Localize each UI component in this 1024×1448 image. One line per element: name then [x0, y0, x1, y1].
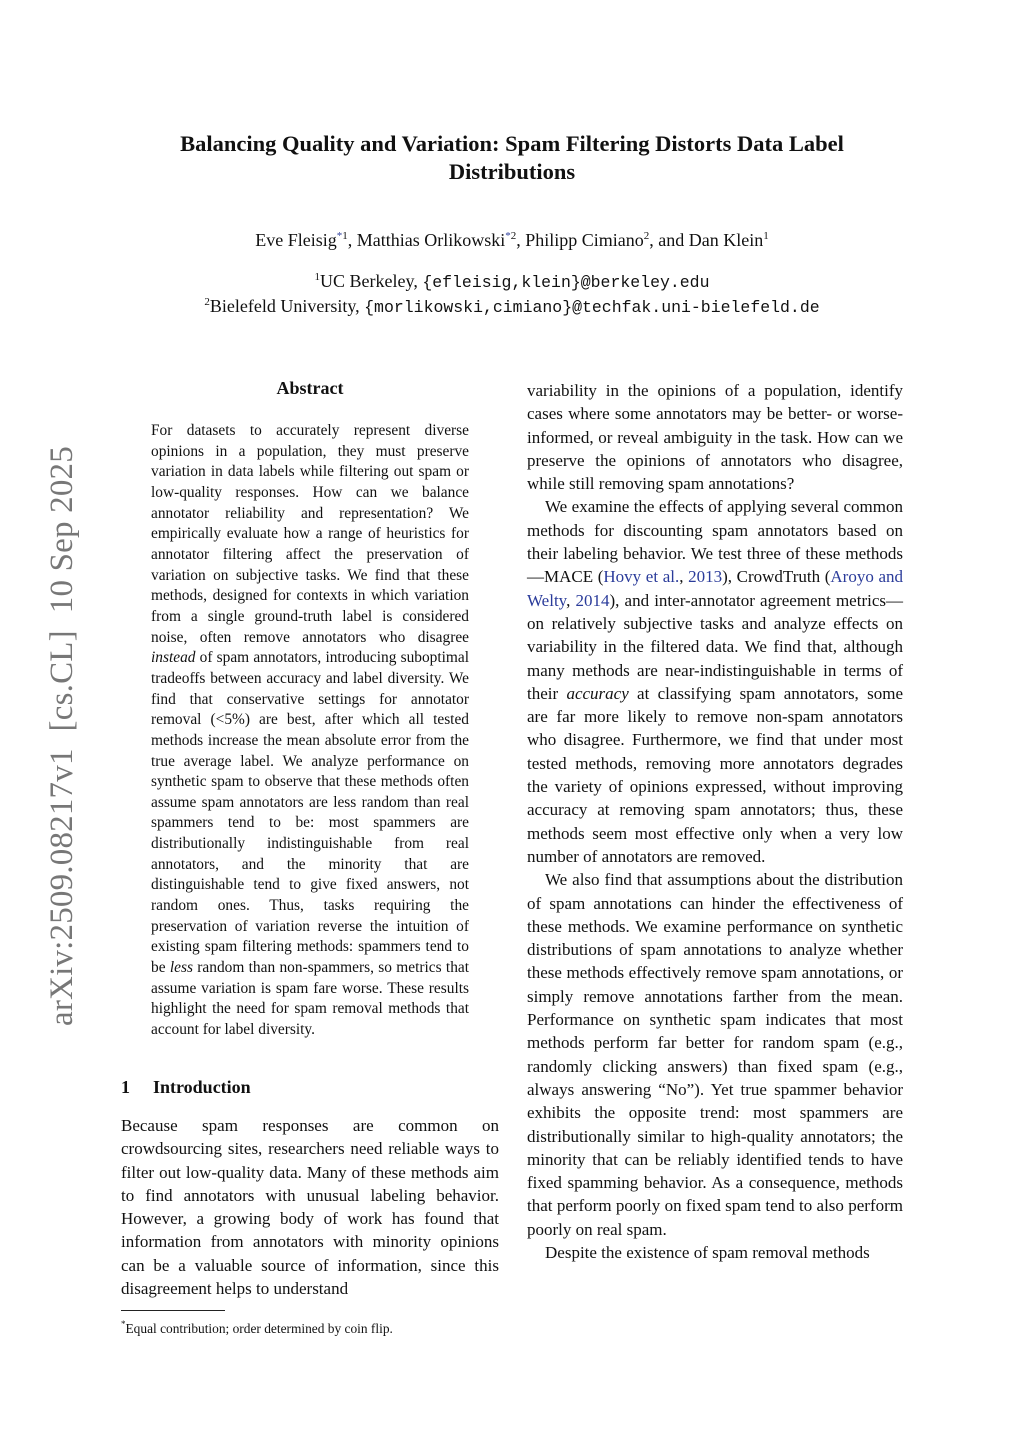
- footnote-rule: [121, 1310, 225, 1311]
- affiliation-number: 1: [342, 230, 348, 242]
- arxiv-identifier: arXiv:2509.08217v1 [cs.CL] 10 Sep 2025: [44, 446, 80, 1026]
- affiliation-email: {morlikowski,cimiano}@techfak.uni-bielefeld.de: [364, 298, 820, 317]
- abstract-heading: Abstract: [276, 378, 344, 398]
- section-title: Introduction: [153, 1077, 251, 1097]
- affiliation-number: 2: [510, 230, 517, 242]
- affiliation-name: UC Berkeley,: [320, 271, 423, 291]
- author-name: Philipp Cimiano: [525, 230, 644, 250]
- right-column: [527, 379, 903, 1264]
- author-name: Eve Fleisig: [255, 230, 337, 250]
- body-paragraph: Despite the existence of spam removal methods: [545, 1242, 870, 1262]
- intro-paragraph: Because spam responses are common on crowdsourcing sites, researchers need reliable ways to filter out low-quality data. Many of these methods aim to find annotators with unusual labeling behavior. However, a growing body of work has found that information from annotators with minority opinions can be a valuable source of information, since this disagreement helps to understand: [121, 1116, 499, 1299]
- citation-link[interactable]: Hovy et al.: [603, 567, 680, 587]
- section-number: 1: [121, 1077, 130, 1097]
- body-paragraph: We also find that assumptions about the distribution of spam annotations can hinder the effectiveness of these methods. We examine performance on synthetic distributions of spam annotations to analyze whether these methods effectively remove spam annotations, or simply remove annotations farther from the mean. Performance on synthetic spam indicates that most methods perform far better for random spam (e.g., randomly clicking answers) than fixed spam (e.g., always answering “No”). Yet true spammer behavior exhibits the opposite trend: most spammers are distributionally similar to high-quality annotators; the minority that can be reliably identified tends to have fixed spamming behavior. As a consequence, methods that perform poorly on fixed spam tend to also perform poorly on real spam.: [527, 870, 903, 1239]
- body-paragraph: We examine the effects of applying several common methods for discounting spam annotators based on their labeling behavior. We test three of these methods—MACE (Hovy et al., 2013), CrowdTruth (Aroyo and Welty, 2014), and inter-annotator agreement metrics—on relatively subjective tasks and analyze effects on variability in the filtered data. We find that, although many methods are near-indistinguishable in terms of their accuracy at classifying spam annotators, some are far more likely to remove non-spam annotators who disagree. Furthermore, we find that under most tested methods, removing more annotators degrades the variety of opinions expressed, without improving accuracy at removing spam annotators; thus, these methods seem most effective only when a very low number of annotators are removed.: [527, 497, 903, 866]
- section-heading: [121, 1077, 251, 1098]
- affiliation-number: 1: [314, 271, 321, 283]
- author-separator: , and: [649, 230, 689, 250]
- footnote-mark: *: [121, 1319, 126, 1329]
- citation-year-link[interactable]: 2014: [575, 590, 610, 610]
- affiliation-number: 1: [763, 230, 769, 242]
- author-name: Matthias Orlikowski: [356, 230, 506, 250]
- affiliation-line: [120, 290, 904, 320]
- footnote: [121, 1316, 499, 1337]
- affiliation-name: Bielefeld University,: [209, 296, 365, 316]
- citation-link[interactable]: Aroyo and Welty: [527, 567, 903, 610]
- paper-title: Balancing Quality and Variation: Spam Filtering Distorts Data Label Distributions: [180, 131, 844, 184]
- affiliation-number: 2: [204, 296, 210, 308]
- abstract-text: For datasets to accurately represent diverse opinions in a population, they must preserve variation in data labels while filtering out spam or low-quality responses. How can we balance annotator reliability and representation? We empirically evaluate how a range of heuristics for annotator filtering affect the preservation of variation on subjective tasks. We find that these methods, designed for contexts in which variation from a single ground-truth label is considered noise, often remove annotators who disagree instead of spam annotators, introducing suboptimal tradeoffs between accuracy and label diversity. We find that conservative settings for annotator removal (<5%) are best, after which all tested methods increase the mean absolute error from the true average label. We analyze performance on synthetic spam to observe that these methods often assume spam annotators are less random than real spammers tend to be: most spammers are distributionally indistinguishable from real annotators, and the minority that are distinguishable tend to give fixed answers, not random ones. Thus, tasks requiring the preservation of variation reverse the intuition of existing spam filtering methods: spammers tend to be less random than non-spammers, so metrics that assume variation is spam fare worse. These results highlight the need for spam removal methods that account for label diversity.: [151, 422, 470, 1039]
- author-separator: ,: [347, 230, 357, 250]
- footnote-text: Equal contribution; order determined by coin flip.: [125, 1321, 393, 1336]
- citation-year-link[interactable]: 2013: [688, 567, 723, 587]
- affiliation-number: 2: [643, 230, 650, 242]
- body-paragraph: variability in the opinions of a population, identify cases where some annotators may be better- or worse-informed, or reveal ambiguity in the task. How can we preserve the opinions of annotators who disagree, while still removing spam annotations?: [527, 381, 903, 494]
- author-name: Dan Klein: [688, 230, 764, 250]
- affiliation-email: {efleisig,klein}@berkeley.edu: [422, 273, 710, 292]
- author-list: [120, 224, 904, 252]
- author-separator: ,: [516, 230, 526, 250]
- equal-contribution-mark[interactable]: *: [336, 230, 343, 242]
- equal-contribution-mark[interactable]: *: [505, 230, 511, 242]
